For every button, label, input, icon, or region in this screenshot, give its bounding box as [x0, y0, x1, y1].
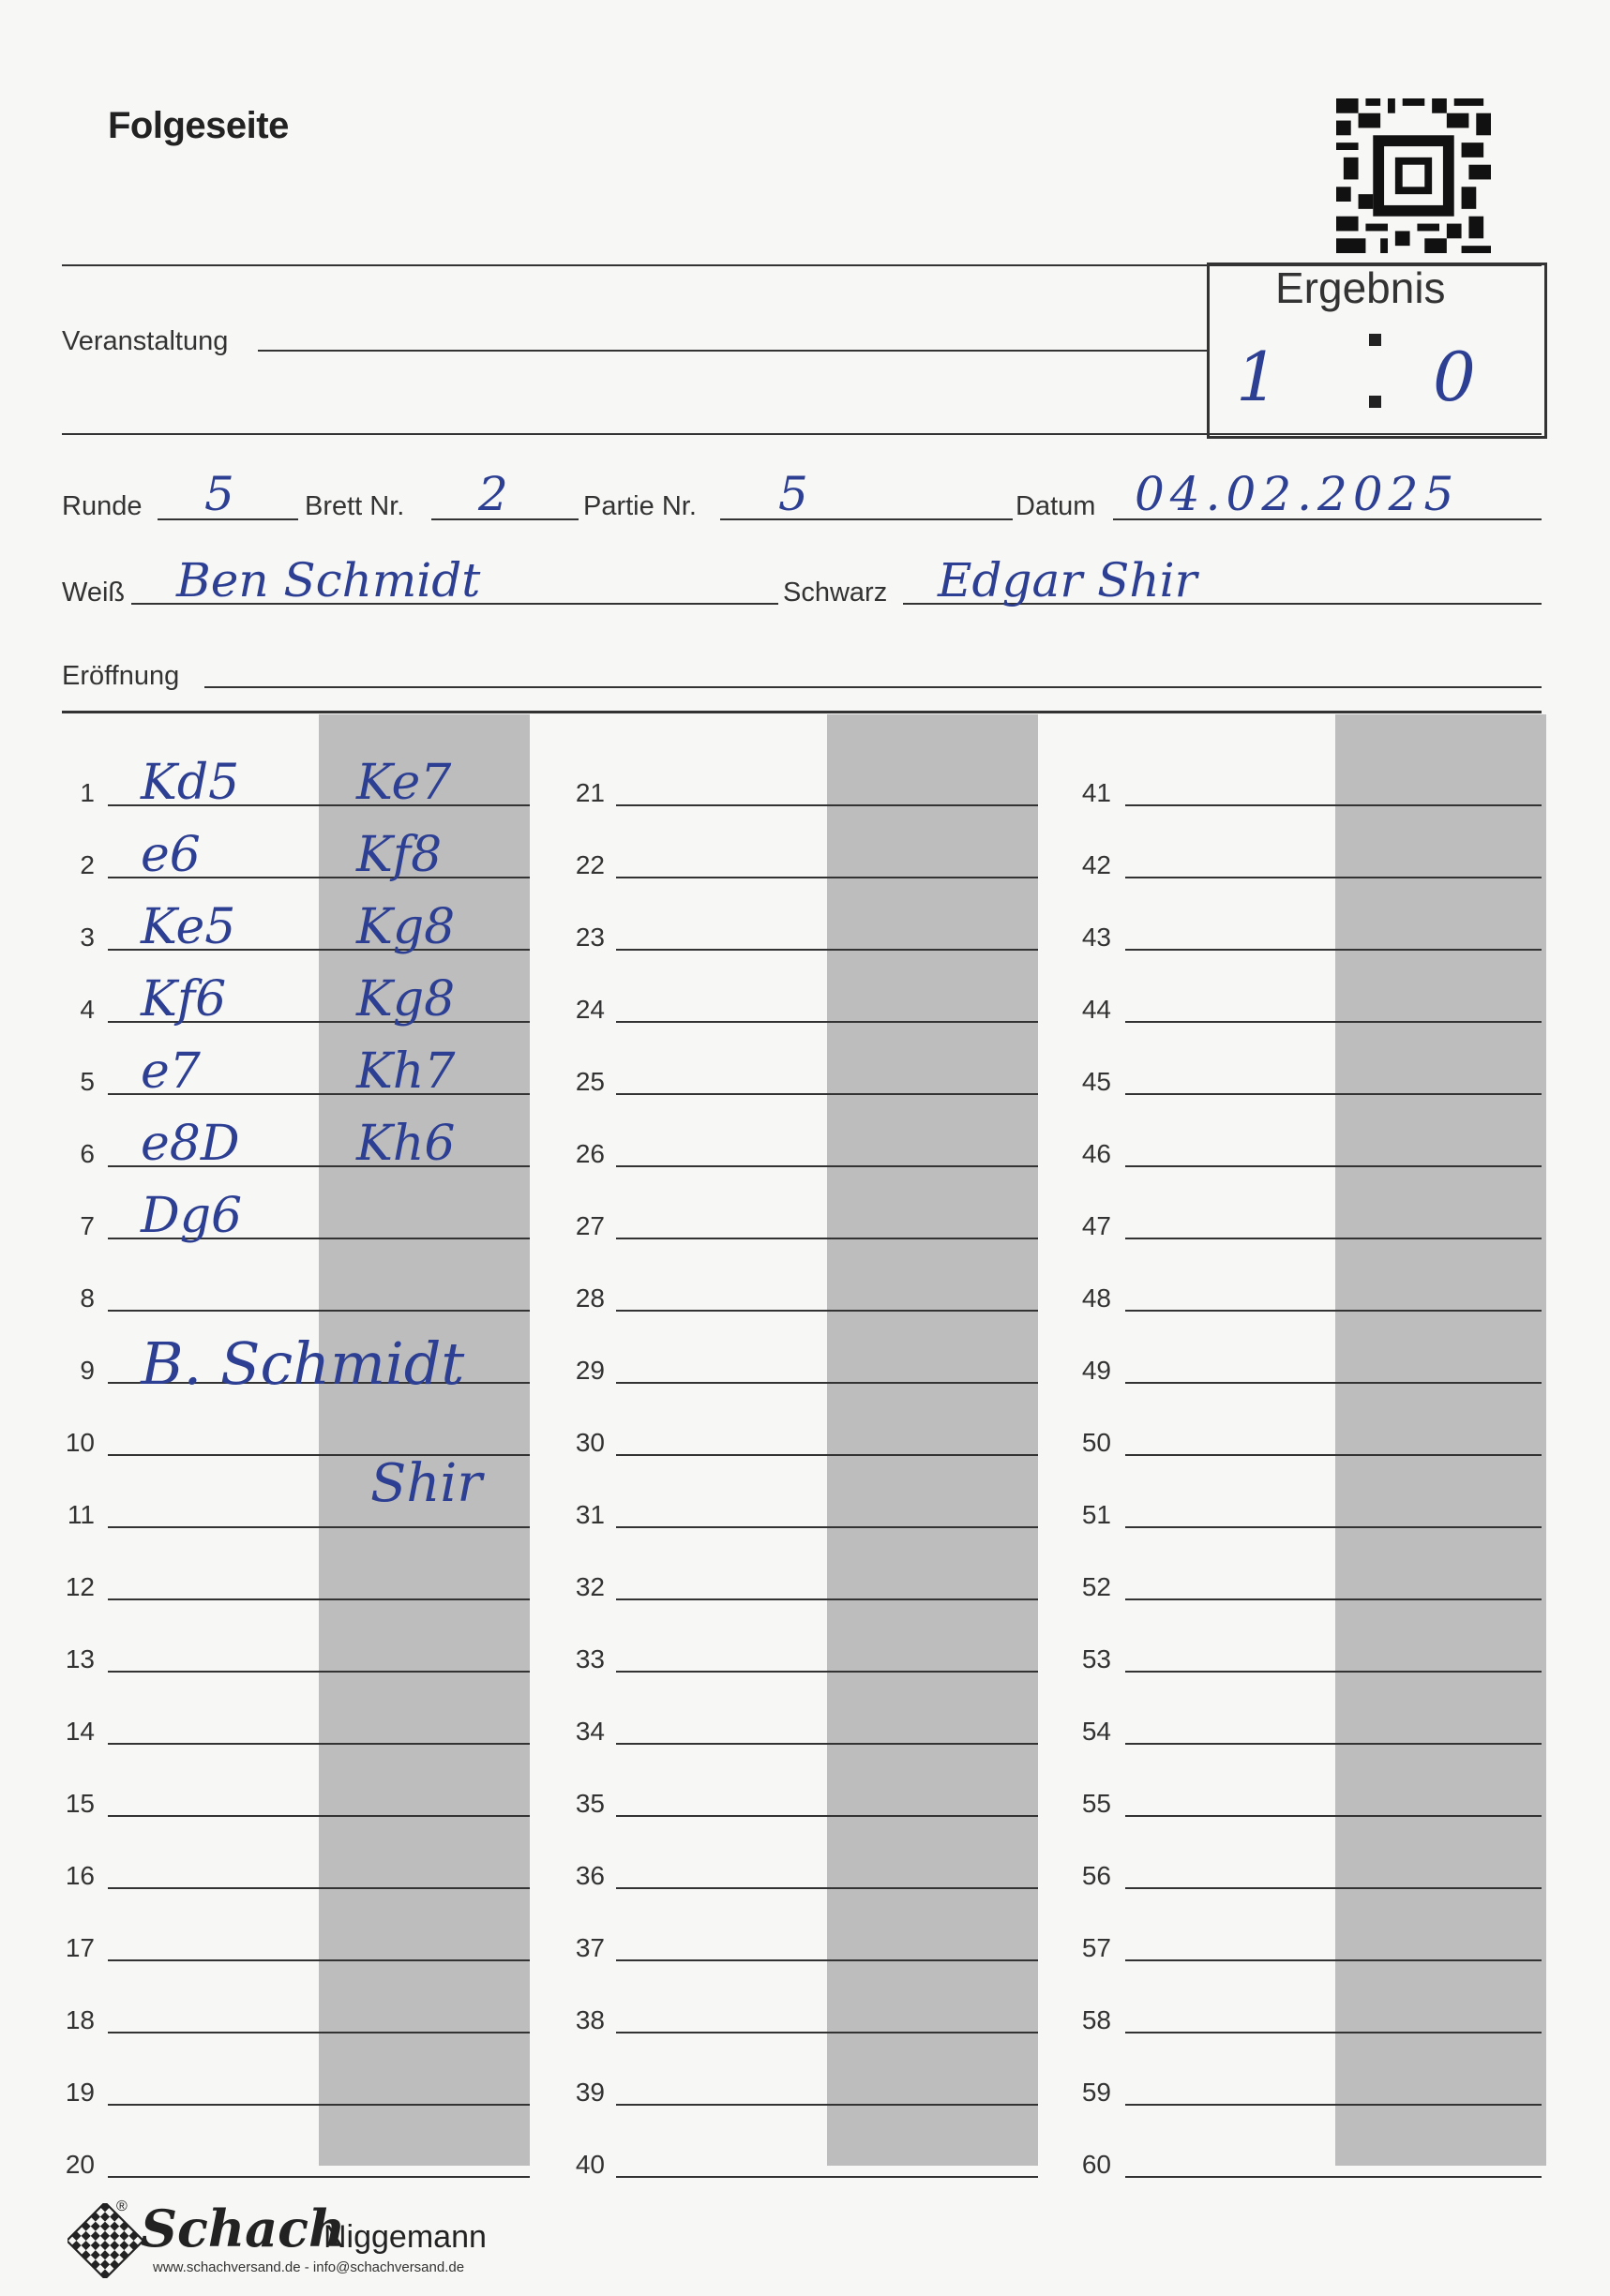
ergebnis-label: Ergebnis: [1275, 263, 1446, 312]
move-row-line[interactable]: [108, 1959, 530, 1961]
move-number: 20: [65, 2150, 95, 2179]
move-row-line[interactable]: [616, 2104, 1038, 2106]
move-number: 36: [575, 1861, 605, 1890]
move-row-line[interactable]: [616, 2032, 1038, 2033]
move-number: 18: [65, 2005, 95, 2034]
move-row-line[interactable]: [616, 949, 1038, 951]
move-number: 30: [575, 1428, 605, 1457]
datum-value[interactable]: 04.02.2025: [1135, 467, 1460, 521]
move-row-line[interactable]: [616, 1382, 1038, 1384]
qr-code-icon: [1336, 98, 1491, 253]
move-number: 19: [65, 2078, 95, 2107]
move-number: 3: [80, 923, 95, 952]
move-row-line[interactable]: [108, 1310, 530, 1312]
black-column-shade-2: [827, 714, 1038, 2166]
move-row-line[interactable]: [1125, 2032, 1542, 2033]
move-row-line[interactable]: [1125, 2104, 1542, 2106]
move-number: 1: [80, 778, 95, 807]
brand-script: Schach: [141, 2198, 346, 2258]
move-number: 24: [575, 995, 605, 1024]
move-number: 48: [1081, 1283, 1111, 1313]
move-number: 28: [575, 1283, 605, 1313]
move-number: 55: [1081, 1789, 1111, 1818]
move-row-line[interactable]: [616, 1671, 1038, 1673]
move-number: 8: [80, 1283, 95, 1313]
black-column-shade-3: [1335, 714, 1546, 2166]
brett-value[interactable]: 2: [478, 467, 508, 521]
move-number: 4: [80, 995, 95, 1024]
move-number: 15: [65, 1789, 95, 1818]
move-number: 51: [1081, 1500, 1111, 1529]
signature-black[interactable]: Shir: [370, 1453, 483, 1514]
move-row-line[interactable]: [108, 2176, 530, 2178]
black-move[interactable]: Ke7: [356, 755, 452, 811]
move-row-line[interactable]: [1125, 2176, 1542, 2178]
move-number: 2: [80, 850, 95, 879]
move-number: 58: [1081, 2005, 1111, 2034]
move-row-line[interactable]: [1125, 1959, 1542, 1961]
move-number: 14: [65, 1717, 95, 1746]
move-number: 9: [80, 1356, 95, 1385]
move-number: 16: [65, 1861, 95, 1890]
move-row-line[interactable]: [616, 1238, 1038, 1239]
move-row-line[interactable]: [1125, 1021, 1542, 1023]
move-number: 37: [575, 1933, 605, 1962]
move-number: 22: [575, 850, 605, 879]
move-number: 45: [1081, 1067, 1111, 1096]
move-number: 57: [1081, 1933, 1111, 1962]
move-number: 44: [1081, 995, 1111, 1024]
partie-field-line: [720, 518, 1013, 520]
move-number: 50: [1081, 1428, 1111, 1457]
move-row-line[interactable]: [1125, 1526, 1542, 1528]
black-move[interactable]: Kg8: [356, 899, 456, 955]
move-row-line[interactable]: [1125, 1454, 1542, 1456]
move-number: 12: [65, 1572, 95, 1601]
move-row-line[interactable]: [616, 1093, 1038, 1095]
black-move[interactable]: Kh6: [356, 1116, 456, 1172]
move-number: 49: [1081, 1356, 1111, 1385]
partie-label: Partie Nr.: [583, 491, 697, 521]
white-move[interactable]: Kd5: [141, 755, 240, 811]
move-number: 5: [80, 1067, 95, 1096]
move-row-line[interactable]: [1125, 1598, 1542, 1600]
datum-label: Datum: [1016, 491, 1096, 521]
black-move[interactable]: Kf8: [356, 827, 443, 883]
move-row-line[interactable]: [1125, 1093, 1542, 1095]
move-number: 52: [1081, 1572, 1111, 1601]
move-number: 23: [575, 923, 605, 952]
weiss-label: Weiß: [62, 578, 126, 608]
move-row-line[interactable]: [616, 1743, 1038, 1745]
move-number: 10: [65, 1428, 95, 1457]
move-row-line[interactable]: [616, 1815, 1038, 1817]
move-number: 41: [1081, 778, 1111, 807]
white-move[interactable]: Dg6: [141, 1188, 243, 1244]
move-number: 31: [575, 1500, 605, 1529]
move-row-line[interactable]: [1125, 877, 1542, 878]
move-number: 40: [575, 2150, 605, 2179]
runde-label: Runde: [62, 491, 143, 521]
move-row-line[interactable]: [1125, 949, 1542, 951]
move-number: 33: [575, 1644, 605, 1673]
move-row-line[interactable]: [616, 877, 1038, 878]
move-row-line[interactable]: [108, 1815, 530, 1817]
weiss-value[interactable]: Ben Schmidt: [176, 553, 481, 608]
move-row-line[interactable]: [108, 2032, 530, 2033]
partie-value[interactable]: 5: [778, 467, 808, 521]
move-number: 46: [1081, 1139, 1111, 1168]
black-move[interactable]: Kh7: [356, 1043, 456, 1100]
white-move[interactable]: e8D: [141, 1116, 240, 1172]
colon-dot-top: [1369, 334, 1381, 346]
move-number: 26: [575, 1139, 605, 1168]
move-number: 53: [1081, 1644, 1111, 1673]
move-number: 54: [1081, 1717, 1111, 1746]
move-row-line[interactable]: [616, 1887, 1038, 1889]
move-row-line[interactable]: [108, 2104, 530, 2106]
move-row-line[interactable]: [1125, 1382, 1542, 1384]
white-move[interactable]: Kf6: [141, 971, 227, 1028]
move-row-line[interactable]: [616, 1021, 1038, 1023]
schwarz-label: Schwarz: [783, 578, 888, 608]
white-move[interactable]: e7: [141, 1043, 201, 1100]
move-number: 56: [1081, 1861, 1111, 1890]
move-number: 43: [1081, 923, 1111, 952]
chess-board-logo-icon: [68, 2203, 143, 2278]
move-row-line[interactable]: [108, 1671, 530, 1673]
move-row-line[interactable]: [616, 1454, 1038, 1456]
registered-mark: ®: [116, 2198, 128, 2214]
move-number: 34: [575, 1717, 605, 1746]
move-number: 32: [575, 1572, 605, 1601]
move-row-line[interactable]: [1125, 1238, 1542, 1239]
veranstaltung-label: Veranstaltung: [62, 326, 229, 356]
move-row-line[interactable]: [1125, 1310, 1542, 1312]
move-row-line[interactable]: [1125, 1743, 1542, 1745]
move-row-line[interactable]: [616, 804, 1038, 806]
move-row-line[interactable]: [108, 1598, 530, 1600]
move-number: 42: [1081, 850, 1111, 879]
move-number: 6: [80, 1139, 95, 1168]
move-number: 47: [1081, 1211, 1111, 1240]
move-row-line[interactable]: [108, 1887, 530, 1889]
move-number: 60: [1081, 2150, 1111, 2179]
move-number: 13: [65, 1644, 95, 1673]
move-row-line[interactable]: [108, 1743, 530, 1745]
page-title: Folgeseite: [108, 105, 289, 146]
move-number: 35: [575, 1789, 605, 1818]
move-number: 17: [65, 1933, 95, 1962]
brand-name: Niggemann: [324, 2219, 487, 2255]
move-row-line[interactable]: [616, 1310, 1038, 1312]
move-row-line[interactable]: [616, 2176, 1038, 2178]
move-number: 39: [575, 2078, 605, 2107]
move-row-line[interactable]: [108, 1526, 530, 1528]
moves-top-rule: [62, 711, 1542, 713]
move-number: 27: [575, 1211, 605, 1240]
move-row-line[interactable]: [1125, 1815, 1542, 1817]
move-row-line[interactable]: [616, 1598, 1038, 1600]
move-number: 29: [575, 1356, 605, 1385]
move-row-line[interactable]: [1125, 1671, 1542, 1673]
move-number: 11: [67, 1500, 95, 1529]
move-row-line[interactable]: [1125, 1165, 1542, 1167]
schwarz-value[interactable]: Edgar Shir: [938, 553, 1197, 608]
move-row-line[interactable]: [616, 1959, 1038, 1961]
move-number: 21: [575, 778, 605, 807]
move-number: 25: [575, 1067, 605, 1096]
white-move[interactable]: Ke5: [141, 899, 236, 955]
move-number: 38: [575, 2005, 605, 2034]
black-move[interactable]: Kg8: [356, 971, 456, 1028]
veranstaltung-field[interactable]: [258, 350, 1207, 352]
move-row-line[interactable]: [616, 1165, 1038, 1167]
white-move[interactable]: e6: [141, 827, 201, 883]
move-row-line[interactable]: [616, 1526, 1038, 1528]
brett-label: Brett Nr.: [305, 491, 405, 521]
result-black[interactable]: 0: [1433, 338, 1476, 416]
move-row-line[interactable]: [1125, 804, 1542, 806]
contact-info[interactable]: www.schachversand.de - info@schachversand.de: [153, 2259, 465, 2275]
move-number: 59: [1081, 2078, 1111, 2107]
colon-dot-bottom: [1369, 396, 1381, 408]
signature-white[interactable]: B. Schmidt: [141, 1329, 465, 1398]
move-row-line[interactable]: [1125, 1887, 1542, 1889]
eroeffnung-field-line[interactable]: [204, 686, 1542, 688]
runde-value[interactable]: 5: [204, 467, 234, 521]
eroeffnung-label: Eröffnung: [62, 661, 180, 691]
move-number: 7: [80, 1211, 95, 1240]
result-white[interactable]: 1: [1236, 338, 1279, 416]
